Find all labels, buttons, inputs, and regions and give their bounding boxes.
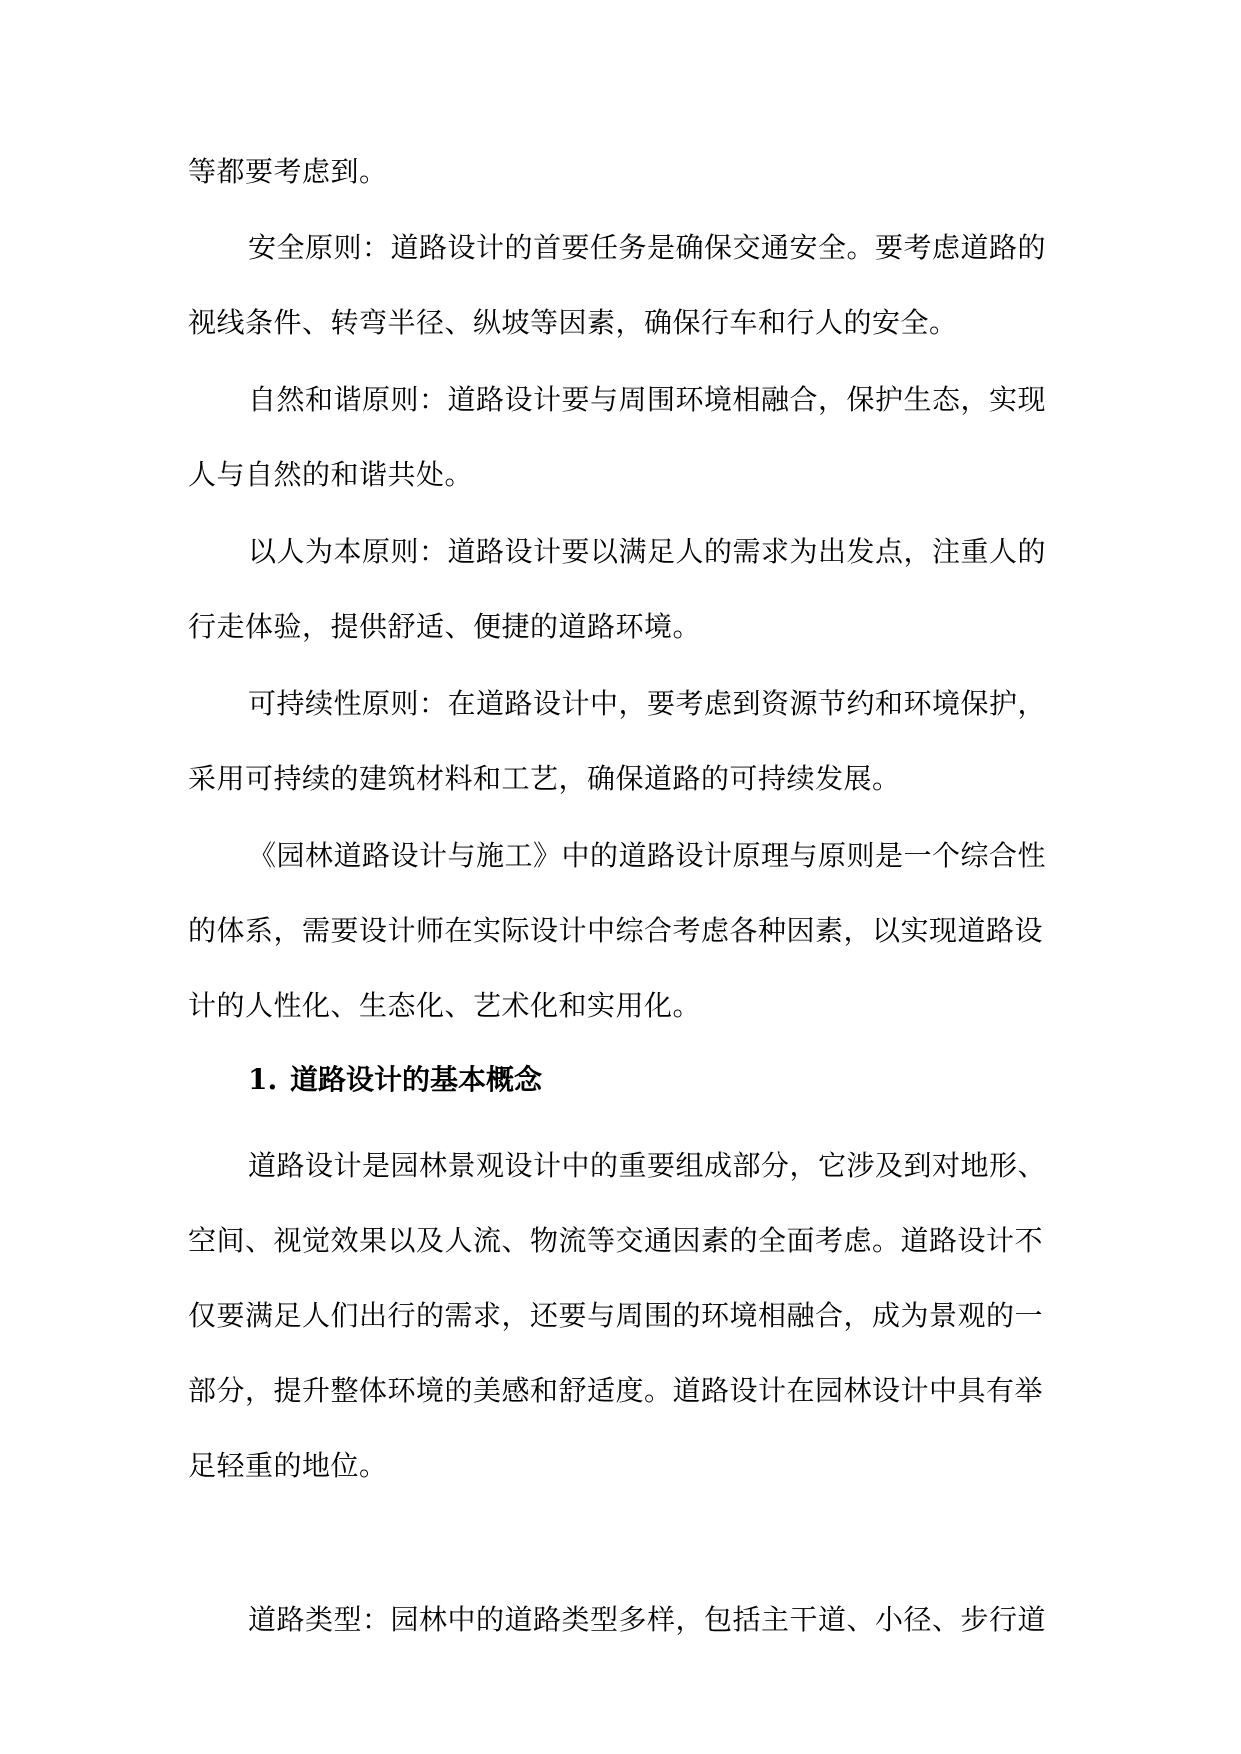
section-heading-title: 道路设计的基本概念 [290, 1063, 543, 1096]
paragraph-road-types: 道路类型：园林中的道路类型多样，包括主干道、小径、步行道 [248, 1603, 1047, 1636]
section-heading [248, 1060, 542, 1100]
paragraph-summary: 《园林道路设计与施工》中的道路设计原理与原则是一个综合性的体系，需要设计师在实际设计中综合考虑各种因素，以实现道路设计的人性化、生态化、艺术化和实用化。 [188, 839, 1047, 1022]
paragraph-basic-concept: 道路设计是园林景观设计中的重要组成部分，它涉及到对地形、空间、视觉效果以及人流、物流等交通因素的全面考虑。道路设计不仅要满足人们出行的需求，还要与周围的环境相融合，成为景观的一部分，提升整体环境的美感和舒适度。道路设计在园林设计中具有举足轻重的地位。 [188, 1149, 1047, 1482]
paragraph-sustainability-principle: 可持续性原则：在道路设计中，要考虑到资源节约和环境保护，采用可持续的建筑材料和工艺，确保道路的可持续发展。 [188, 687, 1047, 795]
paragraph-continuation: 等都要考虑到。 [188, 155, 388, 188]
section-heading-number: 1. [248, 1063, 278, 1096]
paragraph-people-oriented-principle: 以人为本原则：道路设计要以满足人的需求为出发点，注重人的行走体验，提供舒适、便捷的道路环境。 [188, 535, 1047, 643]
paragraph-nature-harmony-principle: 自然和谐原则：道路设计要与周围环境相融合，保护生态，实现人与自然的和谐共处。 [188, 383, 1047, 491]
paragraph-safety-principle: 安全原则：道路设计的首要任务是确保交通安全。要考虑道路的视线条件、转弯半径、纵坡等因素，确保行车和行人的安全。 [188, 231, 1047, 339]
